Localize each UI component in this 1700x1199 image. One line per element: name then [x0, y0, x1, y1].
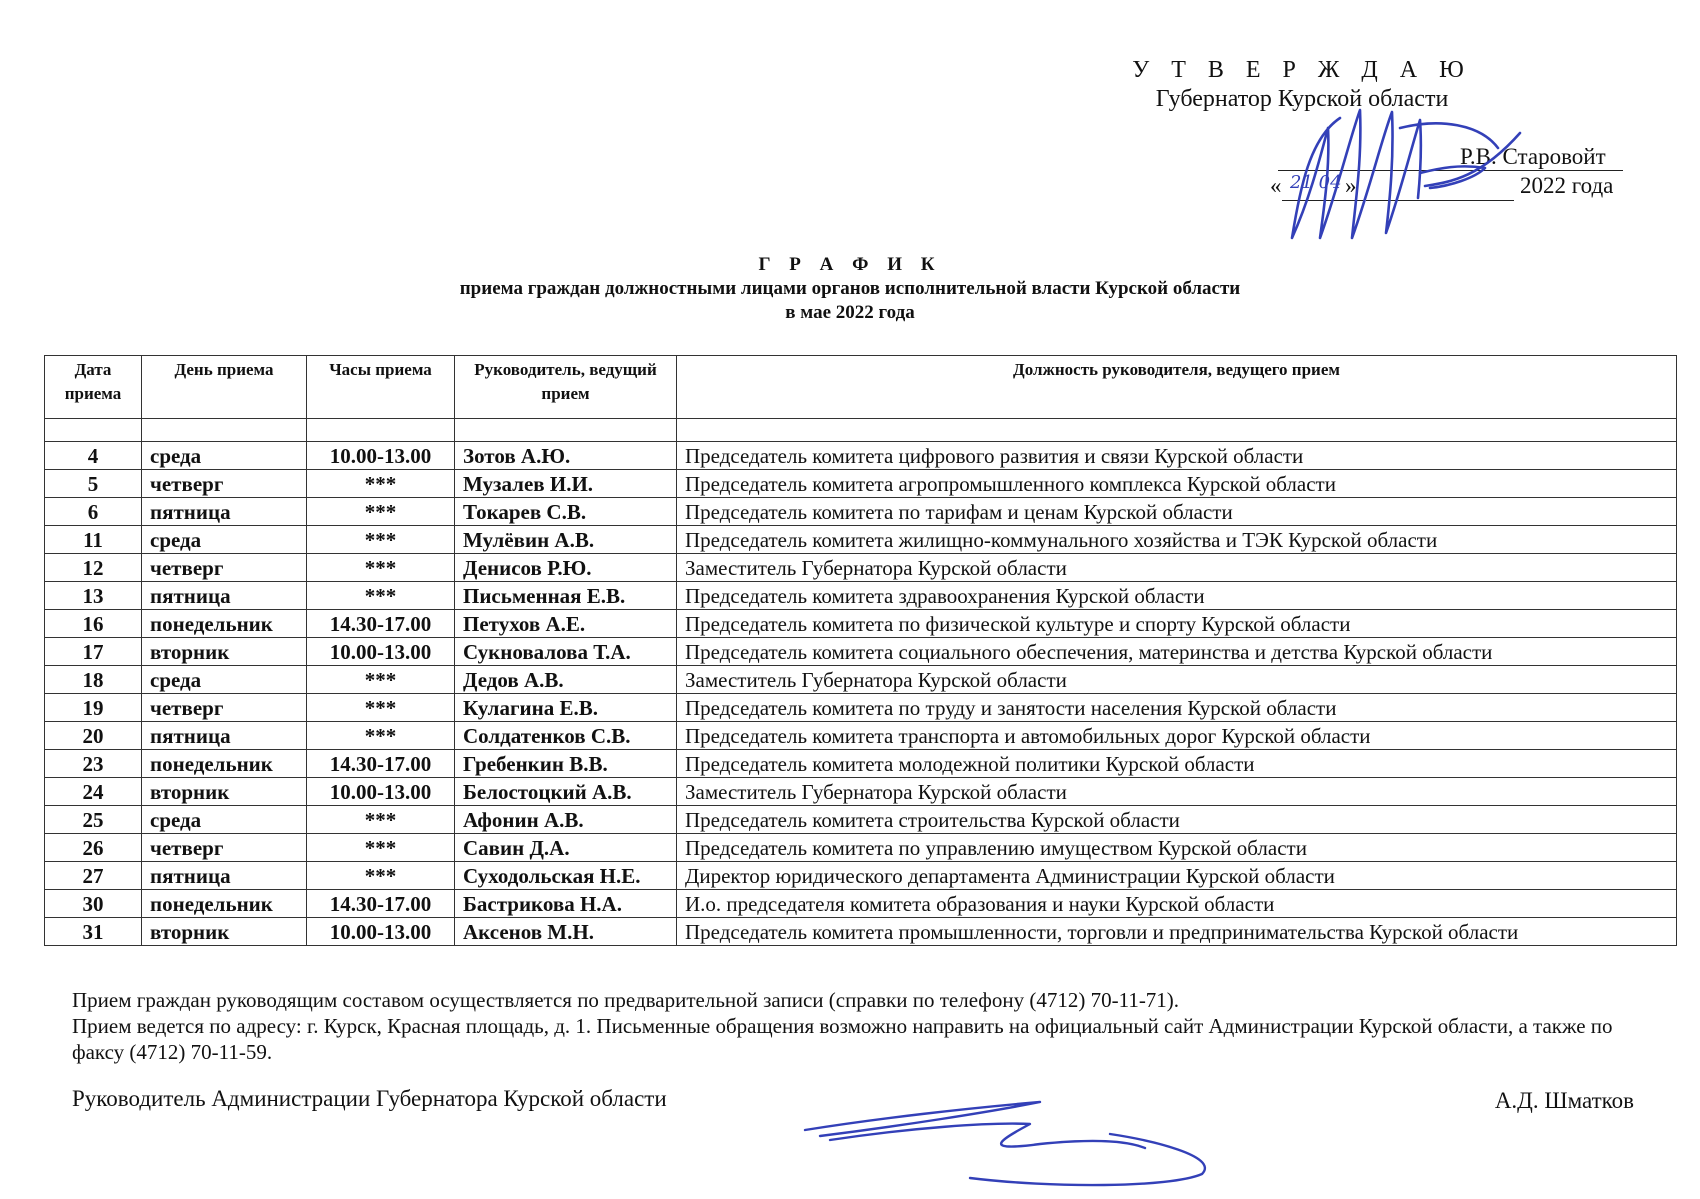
cell-day: вторник — [142, 918, 307, 946]
cell-date: 12 — [45, 554, 142, 582]
title-line1: приема граждан должностными лицами органов исполнительной власти Курской области — [459, 278, 1241, 299]
cell-position: Заместитель Губернатора Курской области — [677, 778, 1677, 806]
table-header-row — [45, 356, 1677, 419]
footer-name: А.Д. Шматков — [1494, 1088, 1634, 1113]
cell-position: Председатель комитета молодежной политики Курской области — [677, 750, 1677, 778]
cell-date: 30 — [45, 890, 142, 918]
cell-hours: *** — [307, 666, 455, 694]
table-row — [45, 778, 1677, 806]
cell-day: четверг — [142, 554, 307, 582]
cell-date: 27 — [45, 862, 142, 890]
cell-hours: *** — [307, 834, 455, 862]
cell-head: Аксенов М.Н. — [455, 918, 677, 946]
cell-head: Кулагина Е.В. — [455, 694, 677, 722]
cell-position: Председатель комитета транспорта и автомобильных дорог Курской области — [677, 722, 1677, 750]
approval-date-open: « — [1270, 173, 1282, 198]
table-row — [45, 806, 1677, 834]
cell-day: среда — [142, 442, 307, 470]
cell-hours: *** — [307, 470, 455, 498]
cell-date: 26 — [45, 834, 142, 862]
table-row — [45, 722, 1677, 750]
cell-hours: *** — [307, 694, 455, 722]
cell-hours: 10.00-13.00 — [307, 638, 455, 666]
cell-day: среда — [142, 666, 307, 694]
table-row — [45, 582, 1677, 610]
cell-date: 16 — [45, 610, 142, 638]
cell-position: И.о. председателя комитета образования и науки Курской области — [677, 890, 1677, 918]
cell-date: 6 — [45, 498, 142, 526]
cell-position: Председатель комитета жилищно-коммунального хозяйства и ТЭК Курской области — [677, 526, 1677, 554]
cell-date: 31 — [45, 918, 142, 946]
cell-position: Заместитель Губернатора Курской области — [677, 554, 1677, 582]
cell-position: Председатель комитета по тарифам и ценам Курской области — [677, 498, 1677, 526]
approval-heading: У Т В Е Р Ж Д А Ю — [1132, 57, 1472, 83]
cell-head: Токарев С.В. — [455, 498, 677, 526]
table-row — [45, 638, 1677, 666]
document-title — [0, 253, 1700, 325]
cell-position: Председатель комитета здравоохранения Курской области — [677, 582, 1677, 610]
cell-hours: *** — [307, 806, 455, 834]
cell-position: Председатель комитета по управлению имуществом Курской области — [677, 834, 1677, 862]
table-row — [45, 862, 1677, 890]
footer-position: Руководитель Администрации Губернатора Курской области — [72, 1086, 667, 1111]
table-spacer-row — [45, 419, 1677, 442]
cell-day: пятница — [142, 498, 307, 526]
cell-date: 4 — [45, 442, 142, 470]
cell-head: Белостоцкий А.В. — [455, 778, 677, 806]
cell-position: Председатель комитета строительства Курской области — [677, 806, 1677, 834]
cell-head: Петухов А.Е. — [455, 610, 677, 638]
table-row — [45, 890, 1677, 918]
head-signature-image — [800, 1082, 1220, 1192]
approval-date-mid: » — [1345, 173, 1357, 198]
header-date: Дата приема — [45, 356, 142, 419]
cell-day: пятница — [142, 722, 307, 750]
cell-position: Директор юридического департамента Администрации Курской области — [677, 862, 1677, 890]
cell-day: вторник — [142, 778, 307, 806]
cell-position: Заместитель Губернатора Курской области — [677, 666, 1677, 694]
cell-head: Письменная Е.В. — [455, 582, 677, 610]
table-row — [45, 498, 1677, 526]
cell-day: четверг — [142, 470, 307, 498]
cell-day: понедельник — [142, 610, 307, 638]
cell-day: среда — [142, 806, 307, 834]
approval-name: Р.В. Старовойт — [1460, 144, 1606, 169]
cell-date: 17 — [45, 638, 142, 666]
header-hours: Часы приема — [307, 356, 455, 419]
cell-date: 19 — [45, 694, 142, 722]
table-row — [45, 918, 1677, 946]
cell-position: Председатель комитета цифрового развития и связи Курской области — [677, 442, 1677, 470]
cell-position: Председатель комитета по физической культуре и спорту Курской области — [677, 610, 1677, 638]
cell-head: Бастрикова Н.А. — [455, 890, 677, 918]
cell-hours: 14.30-17.00 — [307, 610, 455, 638]
cell-hours: *** — [307, 722, 455, 750]
cell-hours: 14.30-17.00 — [307, 890, 455, 918]
cell-hours: 14.30-17.00 — [307, 750, 455, 778]
table-row — [45, 694, 1677, 722]
cell-head: Суходольская Н.Е. — [455, 862, 677, 890]
cell-hours: *** — [307, 582, 455, 610]
cell-hours: 10.00-13.00 — [307, 918, 455, 946]
cell-head: Дедов А.В. — [455, 666, 677, 694]
cell-head: Афонин А.В. — [455, 806, 677, 834]
cell-day: пятница — [142, 862, 307, 890]
table-row — [45, 526, 1677, 554]
table-row — [45, 610, 1677, 638]
cell-date: 25 — [45, 806, 142, 834]
header-day: День приема — [142, 356, 307, 419]
cell-head: Гребенкин В.В. — [455, 750, 677, 778]
cell-day: понедельник — [142, 890, 307, 918]
table-row — [45, 666, 1677, 694]
cell-hours: 10.00-13.00 — [307, 778, 455, 806]
cell-date: 13 — [45, 582, 142, 610]
cell-head: Солдатенков С.В. — [455, 722, 677, 750]
table-row — [45, 442, 1677, 470]
cell-day: пятница — [142, 582, 307, 610]
cell-head: Денисов Р.Ю. — [455, 554, 677, 582]
cell-date: 11 — [45, 526, 142, 554]
cell-date: 18 — [45, 666, 142, 694]
cell-hours: 10.00-13.00 — [307, 442, 455, 470]
cell-hours: *** — [307, 862, 455, 890]
cell-head: Мулёвин А.В. — [455, 526, 677, 554]
approval-date-year: 2022 года — [1520, 173, 1614, 198]
cell-day: вторник — [142, 638, 307, 666]
cell-position: Председатель комитета по труду и занятости населения Курской области — [677, 694, 1677, 722]
cell-head: Музалев И.И. — [455, 470, 677, 498]
cell-day: четверг — [142, 834, 307, 862]
approval-date-handwritten: 21 04 — [1290, 172, 1342, 193]
table-row — [45, 554, 1677, 582]
note-line2: Прием ведется по адресу: г. Курск, Красная площадь, д. 1. Письменные обращения возможно направить на официальный сайт Администрации Курской области, а также по факсу (4712) 70-11-59. — [72, 1014, 1613, 1064]
cell-day: среда — [142, 526, 307, 554]
cell-position: Председатель комитета социального обеспечения, материнства и детства Курской области — [677, 638, 1677, 666]
table-row — [45, 470, 1677, 498]
table-row — [45, 834, 1677, 862]
approval-position: Губернатор Курской области — [1155, 86, 1449, 112]
cell-date: 5 — [45, 470, 142, 498]
cell-date: 24 — [45, 778, 142, 806]
cell-day: понедельник — [142, 750, 307, 778]
cell-position: Председатель комитета агропромышленного комплекса Курской области — [677, 470, 1677, 498]
cell-position: Председатель комитета промышленности, торговли и предпринимательства Курской области — [677, 918, 1677, 946]
note-line1: Прием граждан руководящим составом осуществляется по предварительной записи (справки по телефону (4712) 70-11-71). — [72, 988, 1180, 1012]
cell-date: 20 — [45, 722, 142, 750]
title-line2: в мае 2022 года — [785, 302, 915, 323]
cell-head: Сукновалова Т.А. — [455, 638, 677, 666]
cell-hours: *** — [307, 526, 455, 554]
notes — [72, 987, 1632, 1065]
header-head: Руководитель, ведущий прием — [455, 356, 677, 419]
header-position: Должность руководителя, ведущего прием — [677, 356, 1677, 419]
title-main: Г Р А Ф И К — [758, 254, 942, 275]
cell-hours: *** — [307, 554, 455, 582]
cell-head: Савин Д.А. — [455, 834, 677, 862]
cell-hours: *** — [307, 498, 455, 526]
schedule-table — [44, 355, 1677, 946]
governor-signature-image — [1280, 98, 1540, 248]
cell-head: Зотов А.Ю. — [455, 442, 677, 470]
table-row — [45, 750, 1677, 778]
cell-date: 23 — [45, 750, 142, 778]
cell-day: четверг — [142, 694, 307, 722]
